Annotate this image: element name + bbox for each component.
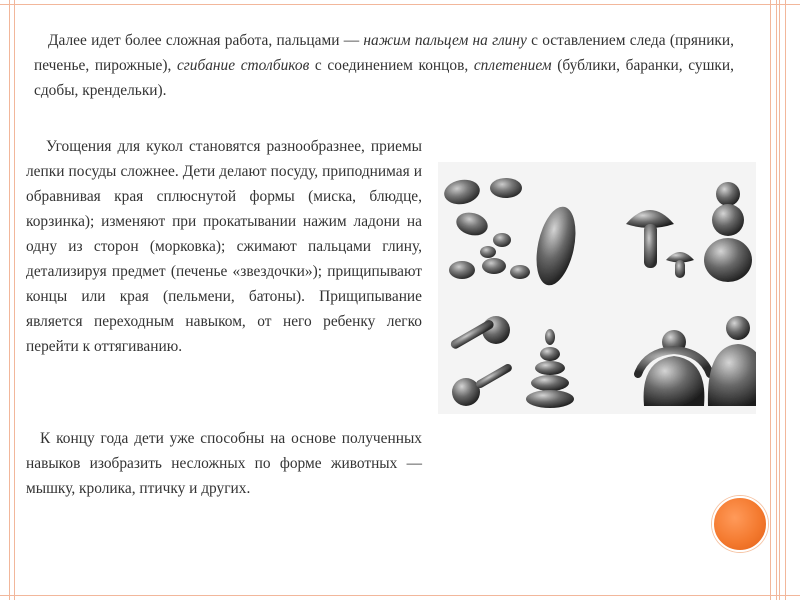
p1-text-4: (бублики, баранки, сушки, сдобы, крендельки). bbox=[34, 57, 734, 99]
frame-top-line bbox=[0, 4, 800, 5]
p1-emphasis-2: сгибание столбиков bbox=[176, 57, 310, 74]
paragraph-finger-techniques bbox=[34, 28, 734, 103]
p1-text-1: Далее идет более сложная работа, пальцами — bbox=[48, 32, 364, 49]
p3-text: К концу года дети уже способны на основе полученных навыков изобразить несложных по форме животных — мышку, кролика, птичку и других. bbox=[26, 430, 422, 497]
p1-emphasis-3: сплетением bbox=[473, 57, 552, 74]
p2-text: Угощения для кукол становятся разнообразнее, приемы лепки посуды сложнее. Дети делают посуду, приподнимая и обравнивая края сплюснутой формы (миска, блюдце, корзинка); изменяют при прокатывании нажим ладони на одну из сторон (морковка); сжимают пальцами глину, детализируя предмет (печенье «звездочки»); прищипывают концы или края (пельмени, батоны). Прищипывание является переходным навыком, от него ребенку легко перейти к оттягиванию. bbox=[26, 138, 422, 355]
frame-left-border bbox=[9, 0, 15, 600]
p1-emphasis-1: нажим пальцем на глину bbox=[363, 32, 527, 49]
clay-figures-drawing bbox=[438, 162, 756, 414]
frame-right-border bbox=[770, 0, 786, 600]
clay-figures-illustration bbox=[438, 162, 756, 414]
frame-bottom-line bbox=[0, 595, 800, 596]
p1-text-2: с оставлением следа (пряники, печенье, пирожные), bbox=[34, 32, 734, 74]
paragraph-doll-treats bbox=[26, 134, 422, 359]
paragraph-year-end-skills bbox=[26, 426, 422, 501]
decorative-orange-circle bbox=[712, 496, 768, 552]
p1-text-3: с соединением концов, bbox=[309, 57, 474, 74]
